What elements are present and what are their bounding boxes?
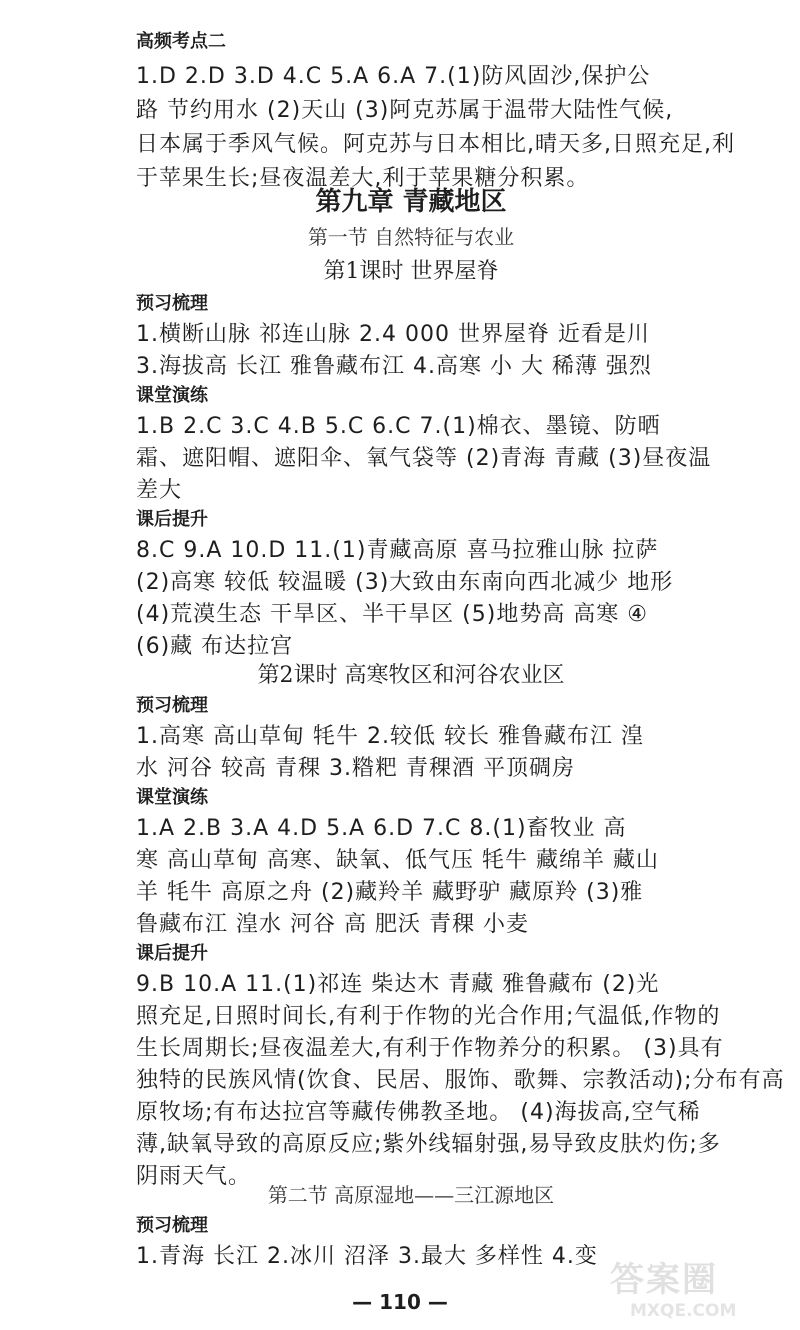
answer-line: 1.A 2.B 3.A 4.D 5.A 6.D 7.C 8.(1)畜牧业 高 (136, 816, 627, 841)
exercise-heading: 预习梳理 (136, 695, 208, 716)
exercise-heading: 课堂演练 (136, 787, 208, 808)
section-title: 第一节 自然特征与农业 (307, 225, 515, 249)
answer-line: 阴雨天气。 (136, 1164, 252, 1189)
answer-line: 8.C 9.A 10.D 11.(1)青藏高原 喜马拉雅山脉 拉萨 (136, 538, 659, 563)
answer-line: 寒 高山草甸 高寒、缺氧、低气压 牦牛 藏绵羊 藏山 (136, 848, 659, 873)
answer-line: 羊 牦牛 高原之舟 (2)藏羚羊 藏野驴 藏原羚 (3)雅 (136, 880, 644, 905)
answer-line: 差大 (136, 478, 183, 503)
watermark-logo-text: 答案圈 (610, 1260, 718, 1300)
answer-line: 霜、遮阳帽、遮阳伞、氧气袋等 (2)青海 青藏 (3)昼夜温 (136, 446, 712, 471)
answer-line: 鲁藏布江 湟水 河谷 高 肥沃 青稞 小麦 (136, 912, 529, 937)
answer-line: (2)高寒 较低 较温暖 (3)大致由东南向西北减少 地形 (136, 570, 674, 595)
answer-line: 日本属于季风气候。阿克苏与日本相比,晴天多,日照充足,利 (136, 132, 735, 157)
answer-line: 路 节约用水 (2)天山 (3)阿克苏属于温带大陆性气候, (136, 98, 674, 123)
exercise-heading: 预习梳理 (136, 293, 208, 314)
exercise-heading: 课后提升 (136, 509, 208, 530)
answer-line: 1.青海 长江 2.冰川 沼泽 3.最大 多样性 4.变 (136, 1244, 598, 1269)
exercise-heading: 高频考点二 (136, 31, 226, 52)
answer-line: 3.海拔高 长江 雅鲁藏布江 4.高寒 小 大 稀薄 强烈 (136, 354, 652, 379)
answer-line: 照充足,日照时间长,有利于作物的光合作用;气温低,作物的 (136, 1004, 721, 1029)
chapter-title: 第九章 青藏地区 (315, 187, 507, 217)
answer-line: 独特的民族风情(饮食、民居、服饰、歌舞、宗教活动);分布有高 (136, 1068, 785, 1093)
answer-line: 1.横断山脉 祁连山脉 2.4 000 世界屋脊 近看是川 (136, 322, 650, 347)
answer-line: 于苹果生长;昼夜温差大,利于苹果糖分积累。 (136, 166, 590, 191)
exercise-heading: 课堂演练 (136, 385, 208, 406)
answer-line: 水 河谷 较高 青稞 3.糌粑 青稞酒 平顶碉房 (136, 756, 575, 781)
answer-line: 1.D 2.D 3.D 4.C 5.A 6.A 7.(1)防风固沙,保护公 (136, 64, 651, 89)
exercise-heading: 课后提升 (136, 943, 208, 964)
answer-line: (4)荒漠生态 干旱区、半干旱区 (5)地势高 高寒 ④ (136, 602, 649, 627)
answer-line: 生长周期长;昼夜温差大,有利于作物养分的积累。 (3)具有 (136, 1036, 724, 1061)
answer-line: 1.高寒 高山草甸 牦牛 2.较低 较长 雅鲁藏布江 湟 (136, 724, 644, 749)
page-number: — 110 — (352, 1290, 448, 1314)
answer-line: 原牧场;有布达拉宫等藏传佛教圣地。 (4)海拔高,空气稀 (136, 1100, 701, 1125)
answer-line: 9.B 10.A 11.(1)祁连 柴达木 青藏 雅鲁藏布 (2)光 (136, 972, 660, 997)
answer-line: 1.B 2.C 3.C 4.B 5.C 6.C 7.(1)棉衣、墨镜、防晒 (136, 414, 661, 439)
exercise-heading: 预习梳理 (136, 1215, 208, 1236)
answer-line: 薄,缺氧导致的高原反应;紫外线辐射强,易导致皮肤灼伤;多 (136, 1132, 721, 1157)
lesson-title: 第2课时 高寒牧区和河谷农业区 (257, 663, 565, 688)
lesson-title: 第1课时 世界屋脊 (323, 259, 499, 284)
watermark-url: MXQE.COM (630, 1301, 737, 1321)
section-title: 第二节 高原湿地——三江源地区 (267, 1183, 555, 1207)
answer-line: (6)藏 布达拉宫 (136, 634, 294, 659)
